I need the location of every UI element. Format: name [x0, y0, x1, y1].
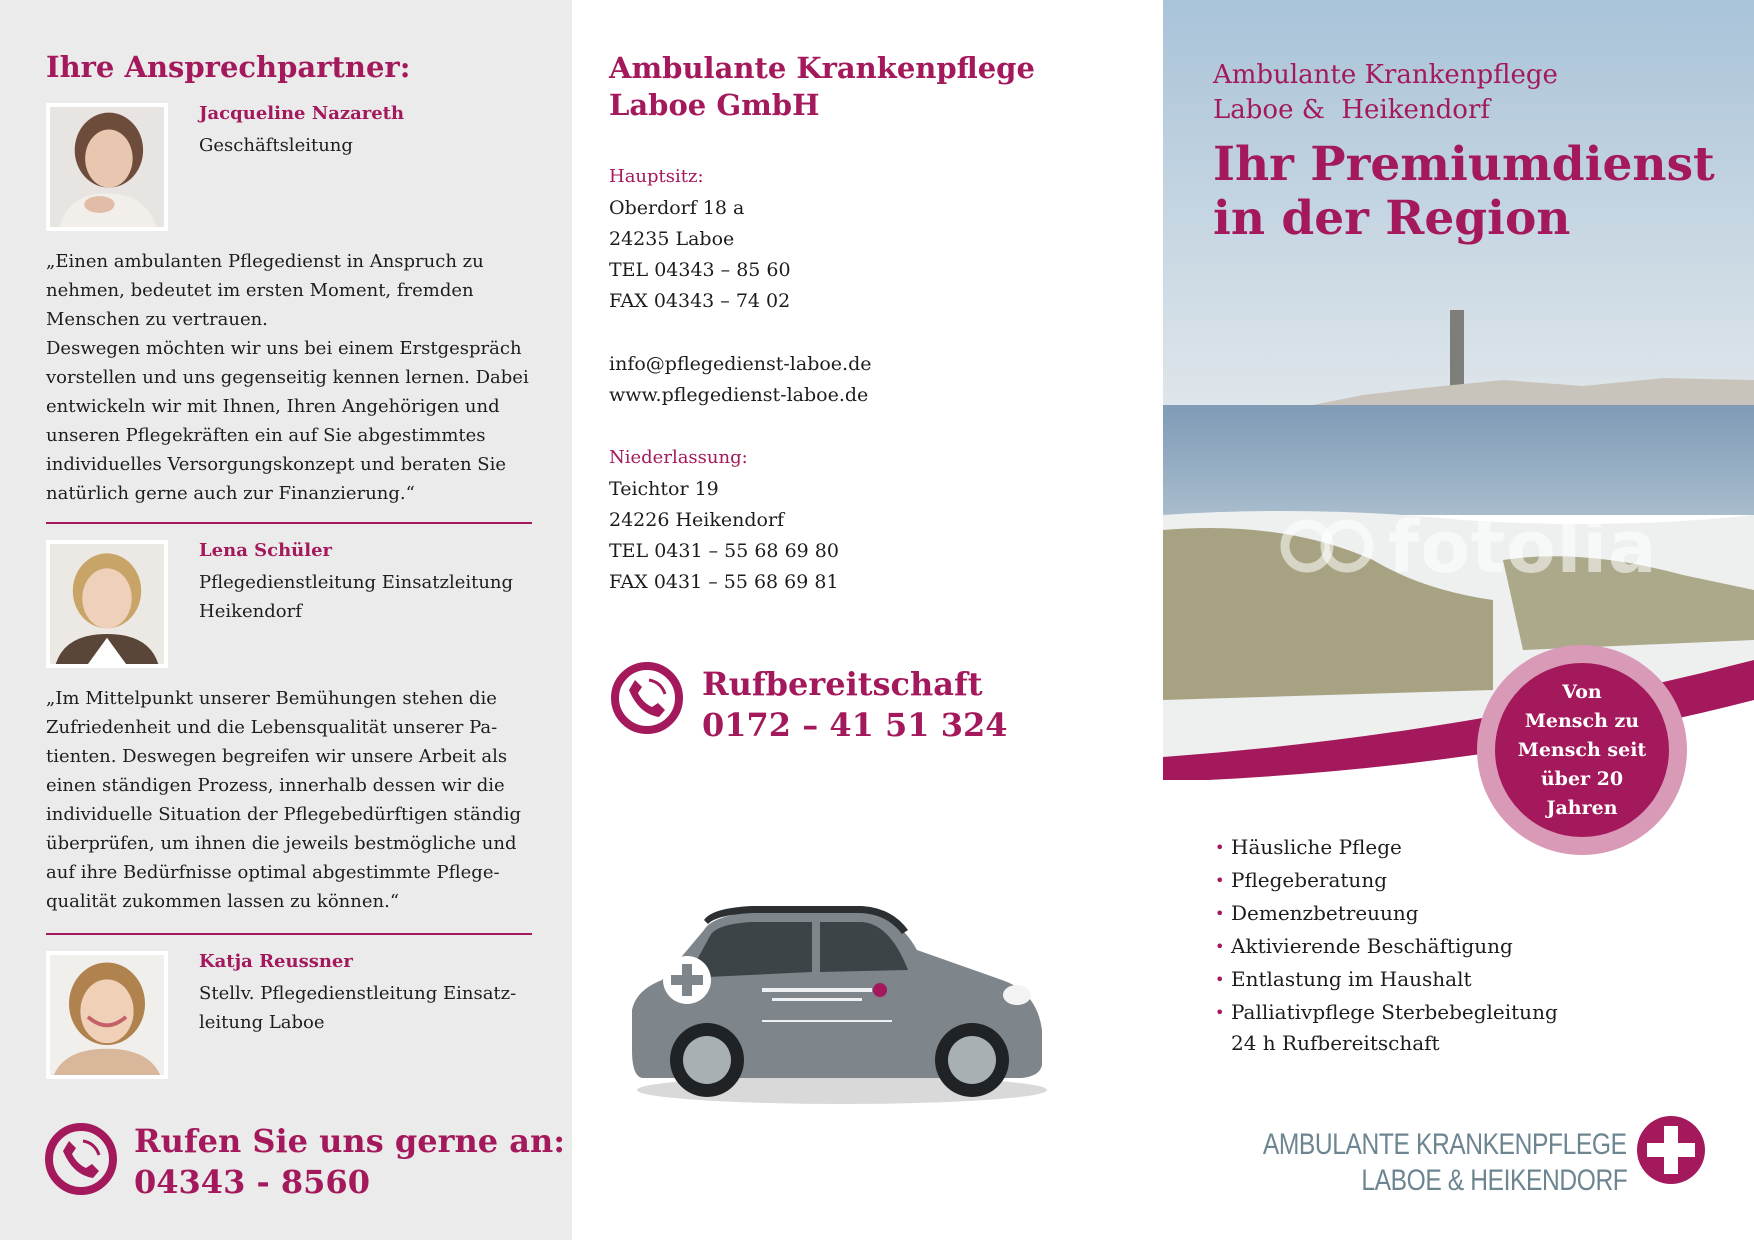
oncall-cta	[702, 664, 1007, 746]
branch-fax: FAX 0431 – 55 68 69 81	[609, 571, 839, 593]
call-text: Rufen Sie uns gerne an:	[134, 1122, 566, 1160]
website-link[interactable]: www.pflegedienst-laboe.de	[609, 384, 869, 406]
contact-name: Jacqueline Nazareth	[199, 103, 405, 124]
avatar	[46, 103, 168, 231]
watermark-text: fotolia	[1388, 505, 1658, 589]
cover-subtitle: Ambulante Krankenpflege Laboe & Heikendorf	[1213, 60, 1558, 125]
logo-line-1: AMBULANTE KRANKENPFLEGE	[1263, 1128, 1627, 1161]
list-item: • Häusliche Pflege	[1215, 832, 1558, 865]
list-item: • Pflegeberatung	[1215, 865, 1558, 898]
oncall-number[interactable]: 0172 – 41 51 324	[702, 706, 1008, 744]
branch-city: 24226 Heikendorf	[609, 509, 785, 531]
hq-phone[interactable]: TEL 04343 – 85 60	[609, 259, 791, 281]
contact-card	[46, 103, 530, 238]
phone-icon	[43, 1121, 119, 1197]
contact-role: Geschäftsleitung	[199, 135, 353, 156]
experience-badge-text: Von Mensch zu Mensch seit über 20 Jahren	[1495, 663, 1669, 837]
branch-label: Niederlassung:	[609, 447, 748, 468]
contact-name: Katja Reussner	[199, 951, 353, 972]
branch-phone[interactable]: TEL 0431 – 55 68 69 80	[609, 540, 839, 562]
contact-role: Pflegedienstleitung Einsatzleitung Heikendorf	[199, 572, 514, 622]
contact-role: Stellv. Pflegedienstleitung Einsatz- leitung Laboe	[199, 983, 517, 1033]
call-number[interactable]: 04343 - 8560	[134, 1163, 370, 1201]
experience-badge	[1477, 645, 1687, 855]
fotolia-logo-icon	[1277, 516, 1377, 576]
avatar	[46, 540, 168, 668]
contacts-heading: Ihre Ansprechpartner:	[46, 50, 411, 84]
cover-title: Ihr Premiumdienst in der Region	[1213, 137, 1715, 246]
hq-street: Oberdorf 18 a	[609, 197, 745, 219]
email-link[interactable]: info@pflegedienst-laboe.de	[609, 353, 872, 375]
branch-street: Teichtor 19	[609, 478, 719, 500]
contact-name: Lena Schüler	[199, 540, 333, 561]
divider	[46, 522, 532, 524]
logo-line-2: LABOE & HEIKENDORF	[1360, 1164, 1627, 1197]
hq-city: 24235 Laboe	[609, 228, 735, 250]
call-cta	[134, 1121, 565, 1203]
contact-quote: „Einen ambulanten Pflegedienst in Anspruch zu nehmen, bedeutet im ersten Moment, fremden Menschen zu vertrauen. Deswegen möchten wir uns bei einem Erstgespräch vorstellen und uns gegenseitig kennen lernen. Dabei entwickeln wir mit Ihnen, Ihren Angehörigen und unseren Pflegekräften ein auf Sie abgestimmtes individuelles Versorgungskonzept und beraten Sie natürlich gerne auch zur Finanzierung.“	[46, 251, 529, 504]
oncall-label: Rufbereitschaft	[702, 665, 983, 703]
hq-fax: FAX 04343 – 74 02	[609, 290, 791, 312]
phone-icon	[609, 660, 685, 736]
contact-card	[46, 540, 530, 675]
company-car-image	[612, 880, 1052, 1110]
cover-panel	[1163, 0, 1754, 1240]
list-item: • Palliativpflege Sterbebegleitung 24 h Rufbereitschaft	[1215, 997, 1558, 1063]
medical-cross-icon	[1633, 1112, 1709, 1188]
list-item: • Demenzbetreuung	[1215, 898, 1558, 931]
company-logo	[1249, 1110, 1719, 1200]
hq-label: Hauptsitz:	[609, 166, 704, 187]
list-item: • Entlastung im Haushalt	[1215, 964, 1558, 997]
contact-card	[46, 951, 530, 1086]
avatar	[46, 951, 168, 1079]
contact-quote: „Im Mittelpunkt unserer Bemühungen stehen die Zufriedenheit und die Lebensqualität unserer Pa- tienten. Deswegen begreifen wir unsere Arbeit als einen ständigen Prozess, innerhalb dessen wir die individuelle Situation der Pflegebedürftigen ständig überprüfen, um ihnen die jeweils bestmögliche und auf ihre Bedürfnisse optimal abgestimmte Pflege- qualität zukommen lassen zu können.“	[46, 688, 522, 912]
services-list	[1215, 832, 1558, 1063]
list-item: • Aktivierende Beschäftigung	[1215, 931, 1558, 964]
contacts-panel	[0, 0, 572, 1240]
divider	[46, 933, 532, 935]
company-name: Ambulante Krankenpflege Laboe GmbH	[609, 51, 1035, 122]
company-panel	[572, 0, 1163, 1240]
